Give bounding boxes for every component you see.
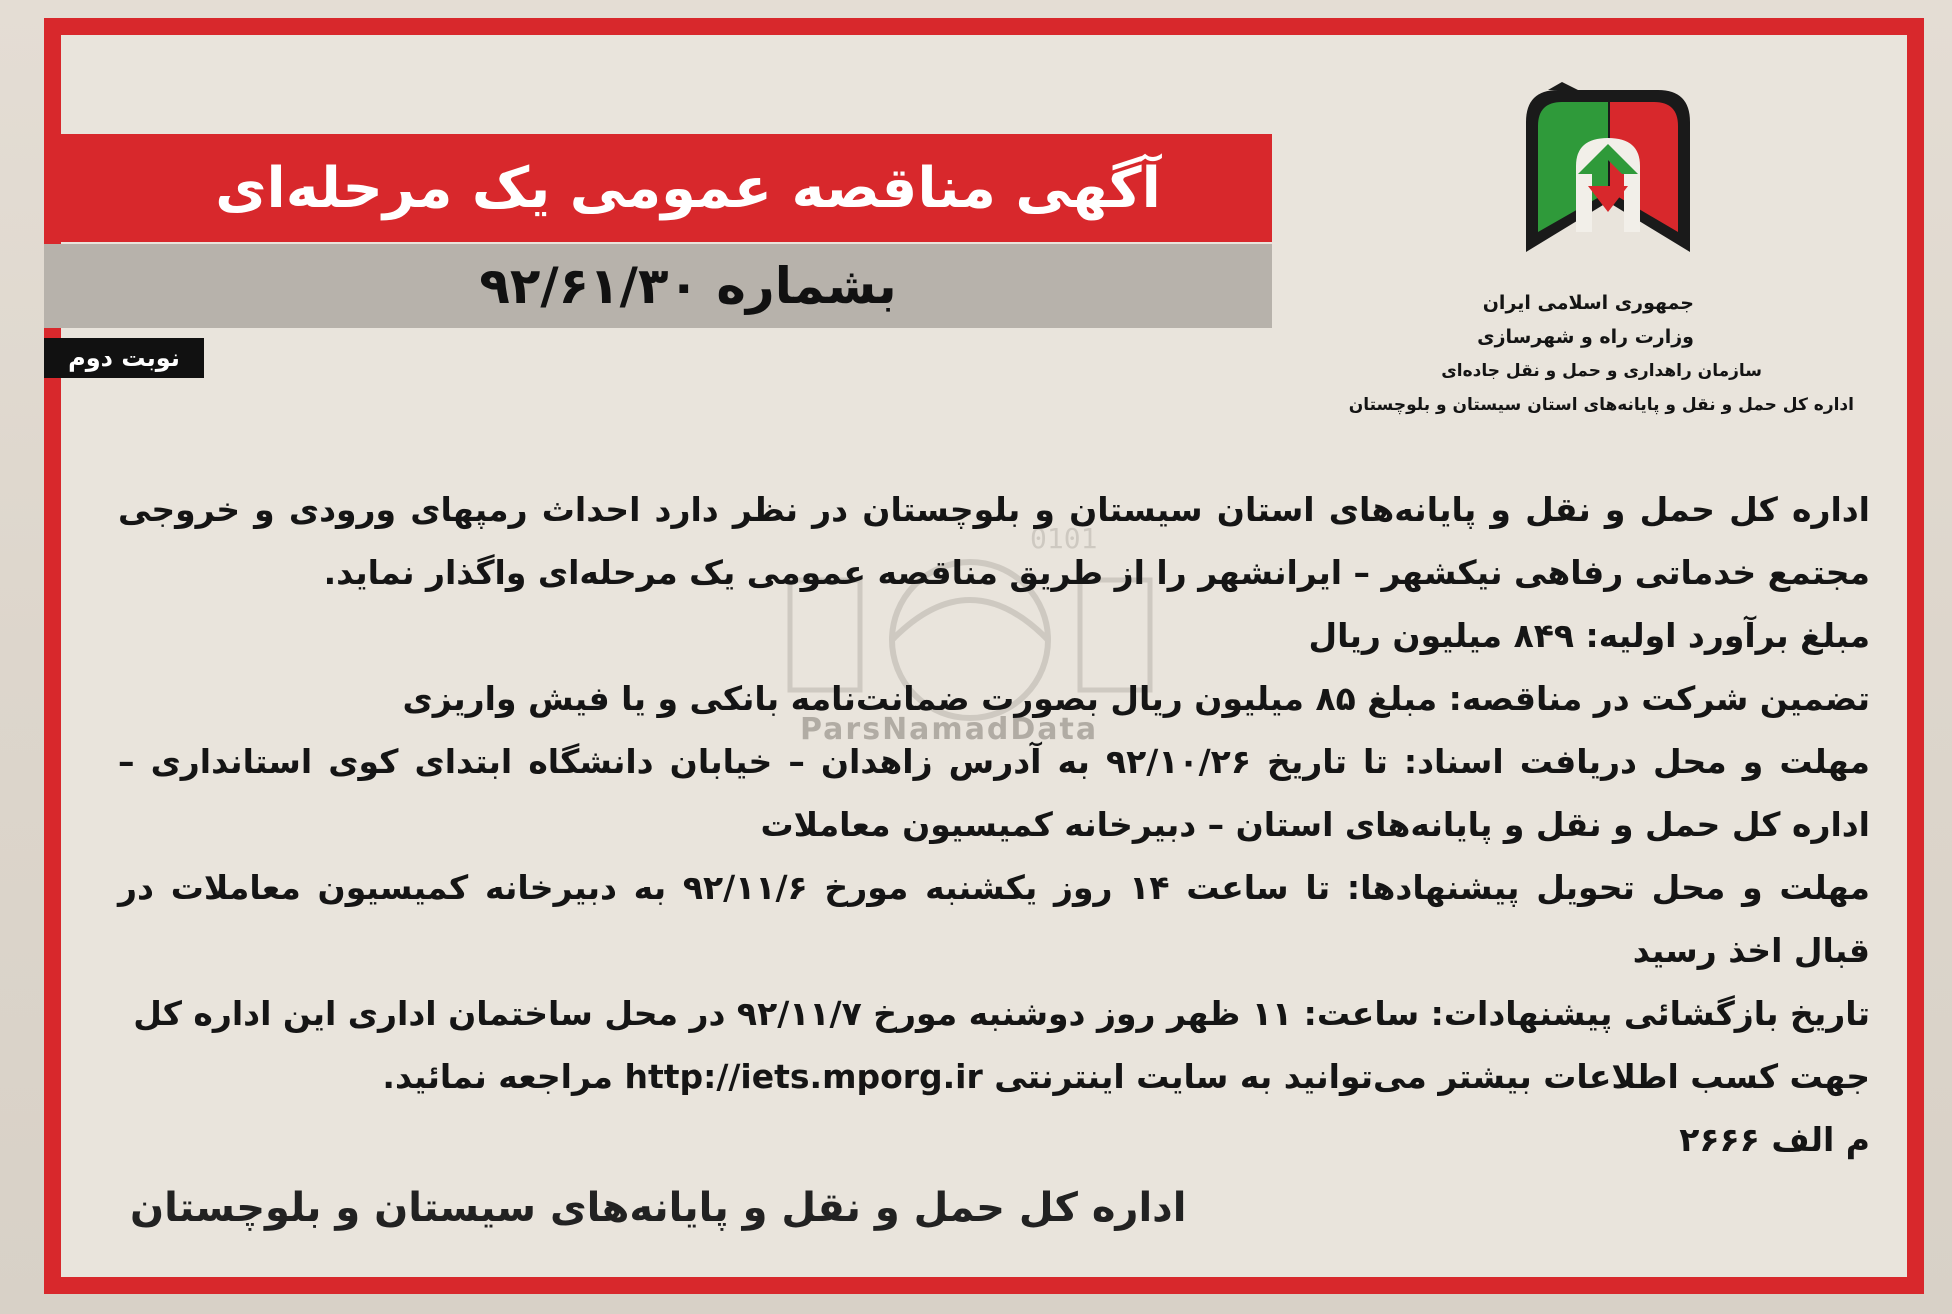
body-paragraph-documents: مهلت و محل دریافت اسناد: تا تاریخ ۹۲/۱۰/۲۶ به آدرس زاهدان – خیابان دانشگاه ابتدای کوی استانداری – اداره کل حمل و نقل و پایانه‌های استان – دبیرخانه کمیسیون معاملات [118,742,1870,844]
issuer-header [1294,286,1854,422]
header-line-directorate: اداره کل حمل و نقل و پایانه‌های استان سیستان و بلوچستان [1348,395,1854,415]
ad-title: آگهی مناقصه عمومی یک مرحله‌ای [215,155,1161,221]
ad-body [118,478,1870,1171]
title-banner [44,134,1272,242]
header-line-ministry: وزارت راه و شهرسازی [1477,326,1694,348]
body-reference-code: م الف ۲۶۶۶ [1679,1120,1870,1159]
body-paragraph-submission: مهلت و محل تحویل پیشنهادها: تا ساعت ۱۴ روز یکشنبه مورخ ۹۲/۱۱/۶ به دبیرخانه کمیسیون معاملات در قبال اخذ رسید [118,868,1870,970]
ad-signature: اداره کل حمل و نقل و پایانه‌های سیستان و بلوچستان [130,1185,1187,1231]
header-line-organization: سازمان راهداری و حمل و نقل جاده‌ای [1441,361,1762,381]
body-paragraph-guarantee: تضمین شرکت در مناقصه: مبلغ ۸۵ میلیون ریال بصورت ضمانت‌نامه بانکی و یا فیش واریزی [402,679,1870,718]
tender-number: بشماره ۹۲/۶۱/۳۰ [479,257,897,315]
header-line-country: جمهوری اسلامی ایران [1482,292,1694,314]
tender-number-banner [44,244,1272,328]
body-paragraph-opening: تاریخ بازگشائی پیشنهادات: ساعت: ۱۱ ظهر روز دوشنبه مورخ ۹۲/۱۱/۷ در محل ساختمان اداری این اداره کل [133,994,1870,1033]
body-paragraph-estimate: مبلغ برآورد اولیه: ۸۴۹ میلیون ریال [1308,616,1870,655]
road-transport-logo-icon [1518,82,1698,262]
body-paragraph-website: جهت کسب اطلاعات بیشتر می‌توانید به سایت اینترنتی http://iets.mporg.ir مراجعه نمائید. [382,1057,1870,1096]
svg-text:0101: 0101 [1030,522,1098,555]
publication-turn-badge: نوبت دوم [44,338,204,378]
body-paragraph-intro: اداره کل حمل و نقل و پایانه‌های استان سیستان و بلوچستان در نظر دارد احداث رمپهای ورودی و خروجی مجتمع خدماتی رفاهی نیکشهر – ایرانشهر را از طریق مناقصه عمومی یک مرحله‌ای واگذار نماید. [118,490,1870,592]
watermark-label: ParsNamadData [800,712,1099,747]
